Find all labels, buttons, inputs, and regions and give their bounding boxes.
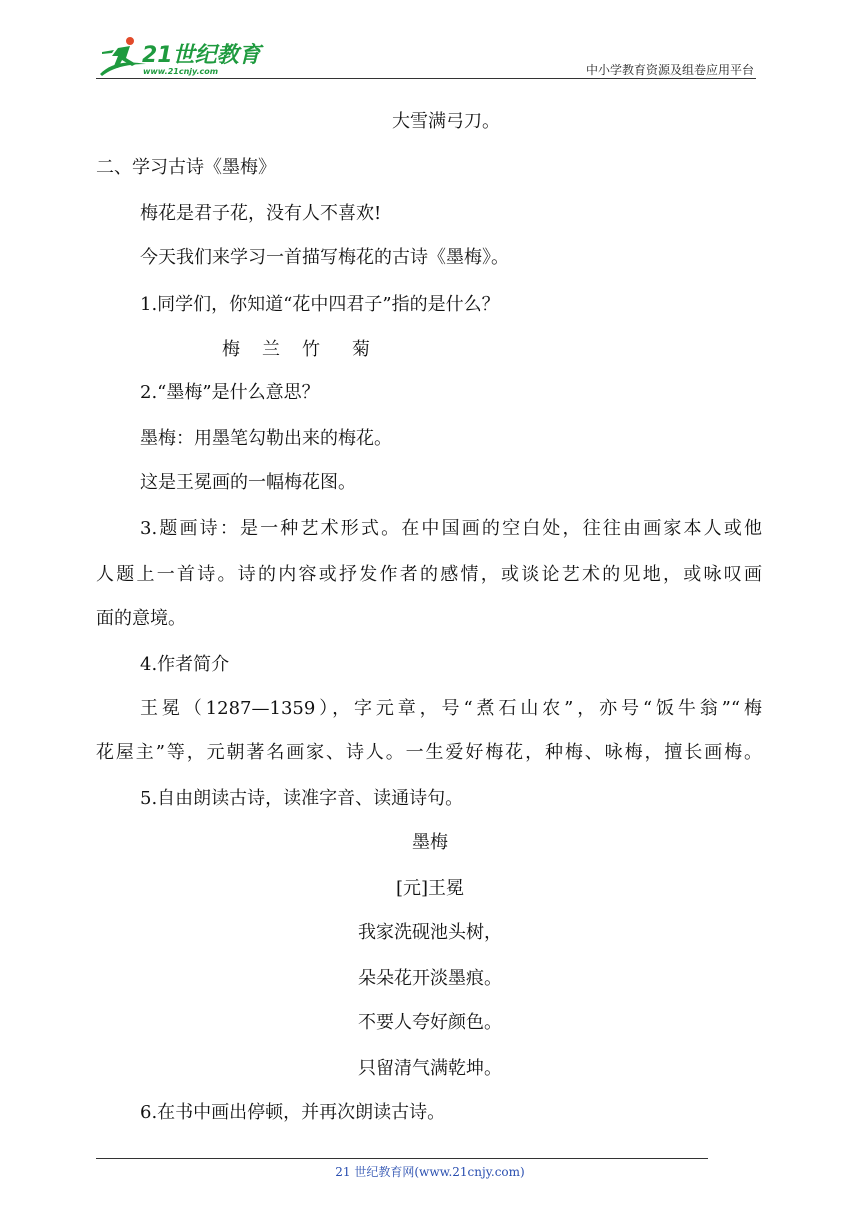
paragraph-intro-1: 梅花是君子花，没有人不喜欢! bbox=[140, 203, 382, 224]
poem-line-3: 不要人夸好颜色。 bbox=[358, 1012, 502, 1033]
question-2-answer: 墨梅：用墨笔勾勒出来的梅花。 bbox=[140, 428, 392, 449]
author-bio-line-2: 花屋主”等，元朝著名画家、诗人。一生爱好梅花，种梅、咏梅，擅长画梅。 bbox=[96, 742, 762, 763]
poem-last-line: 大雪满弓刀。 bbox=[392, 111, 500, 132]
question-3-line-2: 人题上一首诗。诗的内容或抒发作者的感情，或谈论艺术的见地，或咏叹画 bbox=[96, 564, 762, 585]
answer-chrysanthemum: 菊 bbox=[352, 339, 370, 360]
answer-bamboo: 竹 bbox=[302, 339, 320, 360]
question-6: 6.在书中画出停顿，并再次朗读古诗。 bbox=[140, 1102, 446, 1123]
question-2: 2.“墨梅”是什么意思？ bbox=[140, 382, 320, 403]
answer-orchid: 兰 bbox=[262, 339, 280, 360]
header-divider bbox=[96, 78, 756, 79]
poem-line-2: 朵朵花开淡墨痕。 bbox=[358, 968, 502, 989]
question-3-line-3: 面的意境。 bbox=[96, 608, 186, 629]
poem-title: 墨梅 bbox=[412, 832, 448, 853]
logo-url: www.21cnjy.com bbox=[143, 67, 219, 76]
logo-wordmark: 21世纪教育 bbox=[142, 43, 261, 68]
running-figure-logo-icon bbox=[96, 34, 148, 78]
question-3-line-1: 3.题画诗：是一种艺术形式。在中国画的空白处，往往由画家本人或他 bbox=[140, 518, 762, 539]
paragraph-intro-2: 今天我们来学习一首描写梅花的古诗《墨梅》。 bbox=[140, 247, 509, 268]
poem-author: [元]王冕 bbox=[395, 878, 465, 899]
header-tagline: 中小学教育资源及组卷应用平台 bbox=[585, 63, 754, 77]
site-logo bbox=[96, 34, 264, 80]
answer-plum: 梅 bbox=[222, 339, 240, 360]
footer-divider bbox=[96, 1158, 708, 1159]
question-5: 5.自由朗读古诗，读准字音、读通诗句。 bbox=[140, 788, 464, 809]
section-title: 二、学习古诗《墨梅》 bbox=[96, 157, 276, 178]
author-bio-line-1: 王冕（1287—1359），字元章，号“煮石山农”，亦号“饭牛翁”“梅 bbox=[140, 698, 762, 719]
question-4: 4.作者简介 bbox=[140, 654, 230, 675]
poem-line-1: 我家洗砚池头树， bbox=[358, 922, 502, 943]
footer-link[interactable]: 21 世纪教育网(www.21cnjy.com) bbox=[335, 1165, 525, 1179]
question-1: 1.同学们，你知道“花中四君子”指的是什么？ bbox=[140, 294, 500, 315]
poem-line-4: 只留清气满乾坤。 bbox=[358, 1058, 502, 1079]
question-2-note: 这是王冕画的一幅梅花图。 bbox=[140, 472, 356, 493]
